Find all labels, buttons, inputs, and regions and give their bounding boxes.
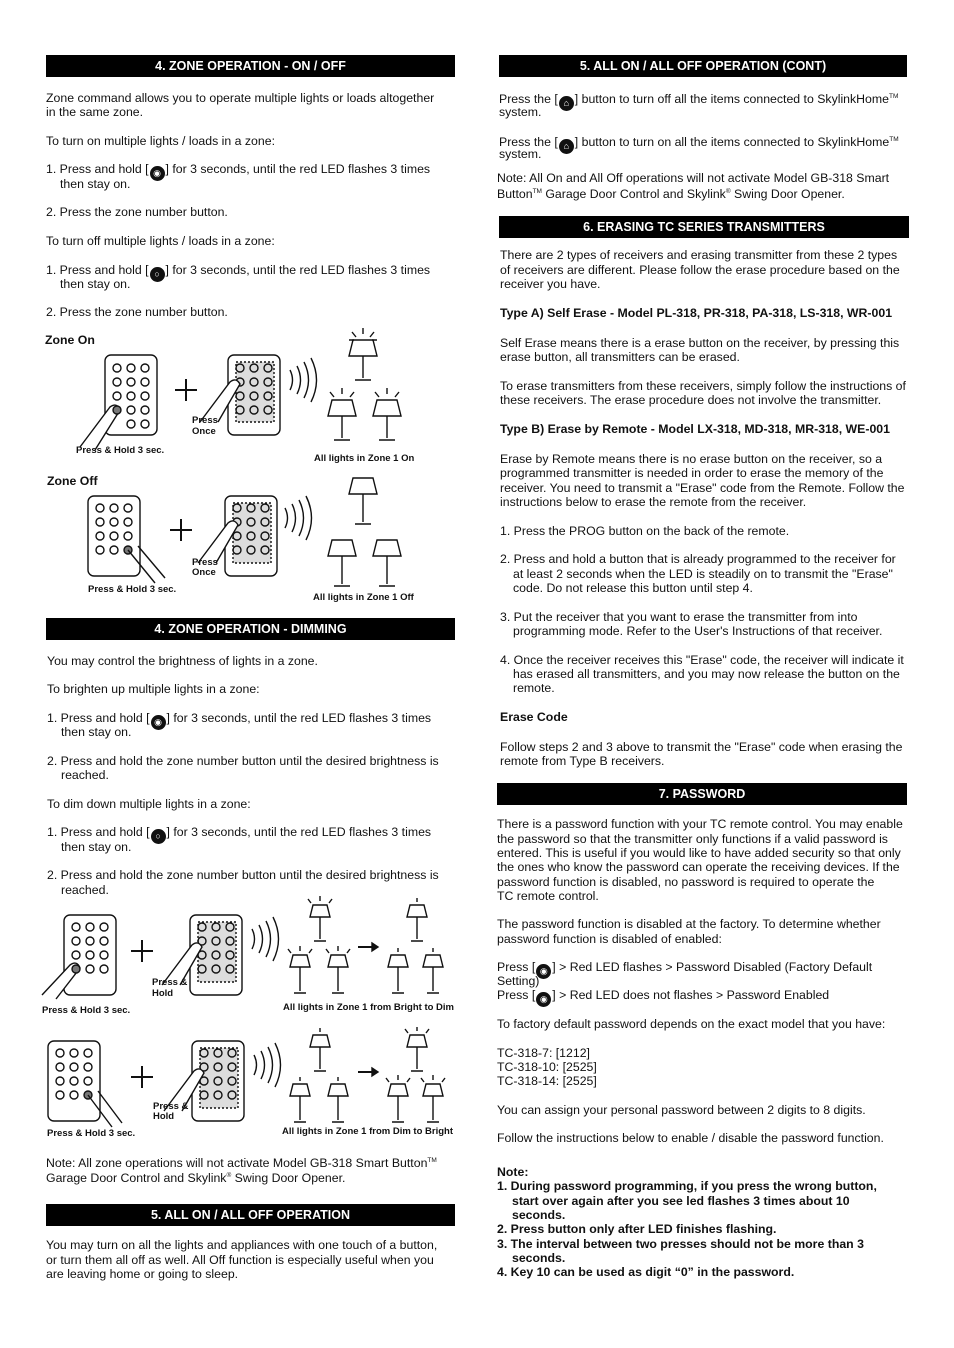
step: 2. Press and hold a button that is already programmed to the receiver for [500, 552, 896, 566]
text: To turn on multiple lights / loads in a zone: [46, 134, 275, 148]
text: then stay on. [61, 840, 132, 854]
subheading: Type A) Self Erase - Model PL-318, PR-318, PA-318, LS-318, WR-001 [500, 306, 893, 320]
text: at least 2 seconds when the LED is steadily on to transmit the "Erase" [513, 567, 893, 581]
text: or turn them all off as well. All Off function is especially useful when you [46, 1253, 434, 1267]
caption: Press & Hold 3 sec. [76, 445, 165, 456]
bright-to-dim-illustration [40, 895, 458, 1007]
text: 2. Press the zone number button. [46, 205, 228, 219]
text: Self Erase means there is a erase button on the receiver, by pressing this [500, 336, 900, 350]
text: You can assign your personal password between 2 digits to 8 digits. [497, 1103, 866, 1117]
all-on-line: Press the [ ⌂ ] button to turn on all the items connected to SkylinkHome™ [499, 133, 899, 154]
text: Zone command allows you to operate multiple lights or loads altogether [46, 91, 435, 105]
text: system. [499, 105, 542, 119]
note-item: seconds. [512, 1208, 566, 1222]
text: Setting) [497, 974, 540, 988]
note-item: 3. The interval between two presses should not be more than 3 [497, 1237, 864, 1251]
model-password: TC-318-7: [1212] [497, 1046, 590, 1060]
text: 2. Press and hold the zone number button until the desired brightness is [47, 754, 439, 768]
text: are leaving home or going to sleep. [46, 1267, 239, 1281]
note-item: 1. During password programming, if you press the wrong button, [497, 1179, 877, 1193]
home-icon: ⌂ [559, 96, 574, 111]
bulb-icon: ○ [151, 829, 166, 844]
text: erase button, all transmitters can be erased. [500, 350, 740, 364]
text: password function is disabled, no password is required to operate the [497, 875, 875, 889]
figure-title: Zone Off [47, 474, 98, 488]
bulb-icon: ◉ [536, 992, 551, 1007]
step: 1. Press and hold [ ◉ ] for 3 seconds, until the red LED flashes 3 times [46, 162, 430, 181]
text: the ones who know the password can operate the receiving devices. If the [497, 860, 900, 874]
step: 3. Put the receiver that you want to erase the transmitter from into [500, 610, 858, 624]
bulb-icon: ◉ [150, 166, 165, 181]
text: You may control the brightness of lights in a zone. [47, 654, 318, 668]
text: receiver. You need to transmit a "Erase" code from the Remote. Follow the [500, 481, 905, 495]
text: Follow the instructions below to enable / disable the password function. [497, 1131, 884, 1145]
text: entered. This is useful if you would like to have added security so that only [497, 846, 901, 860]
model-password: TC-318-14: [2525] [497, 1074, 597, 1088]
text: then stay on. [60, 277, 131, 291]
step: 4. Once the receiver receives this "Erase" code, the receiver will indicate it [500, 653, 904, 667]
note: Note: All zone operations will not activate Model GB-318 Smart Button™ [46, 1156, 437, 1171]
caption: All lights in Zone 1 Off [313, 592, 414, 603]
subheading: Erase Code [500, 710, 568, 724]
text: programmed transmitter is needed in order to erase the memory of the [500, 466, 884, 480]
caption: Press & Hold 3 sec. [47, 1128, 136, 1139]
bulb-icon: ○ [150, 267, 165, 282]
dim-to-bright-illustration [40, 1027, 458, 1139]
figure-title: Zone On [45, 333, 95, 347]
text: 2. Press the zone number button. [46, 305, 228, 319]
text: the password so that the transmitter only functions if a valid password is [497, 832, 888, 846]
text: then stay on. [60, 177, 131, 191]
caption: Hold [152, 988, 174, 999]
text: To erase transmitters from these receivers, simply follow the instructions of [500, 379, 906, 393]
step: 1. Press and hold [ ◉ ] for 3 seconds, until the red LED flashes 3 times [47, 711, 431, 730]
caption: Press & [153, 1101, 189, 1112]
text: To factory default password depends on the exact model that you have: [497, 1017, 886, 1031]
text: reached. [61, 883, 109, 897]
text: then stay on. [61, 725, 132, 739]
caption: All lights in Zone 1 On [314, 453, 415, 464]
note-item: start over again after you see led flashes 3 times about 10 [512, 1194, 850, 1208]
note-item: 2. Press button only after LED finishes flashing. [497, 1222, 777, 1236]
text: reached. [61, 768, 109, 782]
text: system. [499, 147, 542, 161]
text: these receivers. The erase procedure does not involve the transmitter. [500, 393, 882, 407]
text: There are 2 types of receivers and erasing transmitter from these 2 types [500, 248, 898, 262]
text: receiver you have. [500, 277, 601, 291]
note: Button™ Garage Door Control and Skylink® Swing Door Opener. [497, 187, 845, 202]
text: To brighten up multiple lights in a zone: [47, 682, 260, 696]
text: To dim down multiple lights in a zone: [47, 797, 251, 811]
zone-off-illustration [70, 468, 430, 598]
section-5-header: 5. ALL ON / ALL OFF OPERATION [46, 1204, 455, 1226]
note: Garage Door Control and Skylink® Swing Door Opener. [46, 1171, 346, 1186]
caption: Press & Hold 3 sec. [88, 584, 177, 595]
text: There is a password function with your TC remote control. You may enable [497, 817, 903, 831]
note: Note: All On and All Off operations will not activate Model GB-318 Smart [497, 171, 890, 185]
text: code. Do not release this button until step 4. [513, 581, 753, 595]
text: of receivers are different. Please follow the erase procedure based on the [500, 263, 900, 277]
section-7-header: 7. PASSWORD [497, 783, 907, 805]
password-check-line: Press [ ◉ ] > Red LED flashes > Password Disabled (Factory Default [497, 960, 872, 979]
model-password: TC-318-10: [2525] [497, 1060, 597, 1074]
note-heading: Note: [497, 1165, 529, 1179]
all-off-line: Press the [ ⌂ ] button to turn off all the items connected to SkylinkHome™ [499, 90, 898, 111]
caption: Once [192, 567, 216, 578]
subheading: Type B) Erase by Remote - Model LX-318, MD-318, MR-318, WE-001 [500, 422, 890, 436]
remote-buttons [113, 364, 149, 428]
text: remote from Type B receivers. [500, 754, 665, 768]
text: 2. Press and hold the zone number button until the desired brightness is [47, 868, 439, 882]
step: 1. Press and hold [ ○ ] for 3 seconds, until the red LED flashes 3 times [46, 263, 430, 282]
caption: Press & [152, 977, 188, 988]
text: programming mode. Refer to the User's Instructions of that receiver. [513, 624, 883, 638]
text: The password function is disabled at the factory. To determine whether [497, 917, 881, 931]
step: 1. Press and hold [ ○ ] for 3 seconds, until the red LED flashes 3 times [47, 825, 431, 844]
note-item: seconds. [512, 1251, 566, 1265]
section-6-header: 6. ERASING TC SERIES TRANSMITTERS [499, 216, 909, 238]
section-4-dimming-header: 4. ZONE OPERATION - DIMMING [46, 618, 455, 640]
caption: Press [192, 557, 218, 568]
bulb-icon: ◉ [151, 715, 166, 730]
text: You may turn on all the lights and appliances with one touch of a button, [46, 1238, 438, 1252]
password-check-line: Press [ ◉ ] > Red LED does not flashes > Password Enabled [497, 988, 829, 1007]
home-icon: ⌂ [559, 139, 574, 154]
text: password function is disabled of enabled: [497, 932, 722, 946]
text: Erase by Remote means there is no erase button on the receiver, so a [500, 452, 883, 466]
caption: Press & Hold 3 sec. [42, 1005, 131, 1016]
zone-on-illustration [70, 322, 430, 464]
caption: Once [192, 426, 216, 437]
text: in the same zone. [46, 105, 144, 119]
section-4-on-off-header: 4. ZONE OPERATION - ON / OFF [46, 55, 455, 77]
text: To turn off multiple lights / loads in a zone: [46, 234, 275, 248]
caption: All lights in Zone 1 from Bright to Dim [283, 1002, 454, 1013]
bulb-icon: ◉ [536, 964, 551, 979]
section-5-cont-header: 5. ALL ON / ALL OFF OPERATION (CONT) [499, 55, 907, 77]
text: Follow steps 2 and 3 above to transmit the "Erase" code when erasing the [500, 740, 903, 754]
text: remote. [513, 681, 555, 695]
text: has erased all transmitters, and you may now release the button on the [513, 667, 900, 681]
note-item: 4. Key 10 can be used as digit “0” in the password. [497, 1265, 795, 1279]
text: instructions below to erase the remote from the receiver. [500, 495, 807, 509]
caption: All lights in Zone 1 from Dim to Bright [282, 1126, 453, 1137]
caption: Press [192, 415, 218, 426]
caption: Hold [153, 1111, 175, 1122]
text: TC remote control. [497, 889, 599, 903]
step: 1. Press the PROG button on the back of the remote. [500, 524, 790, 538]
